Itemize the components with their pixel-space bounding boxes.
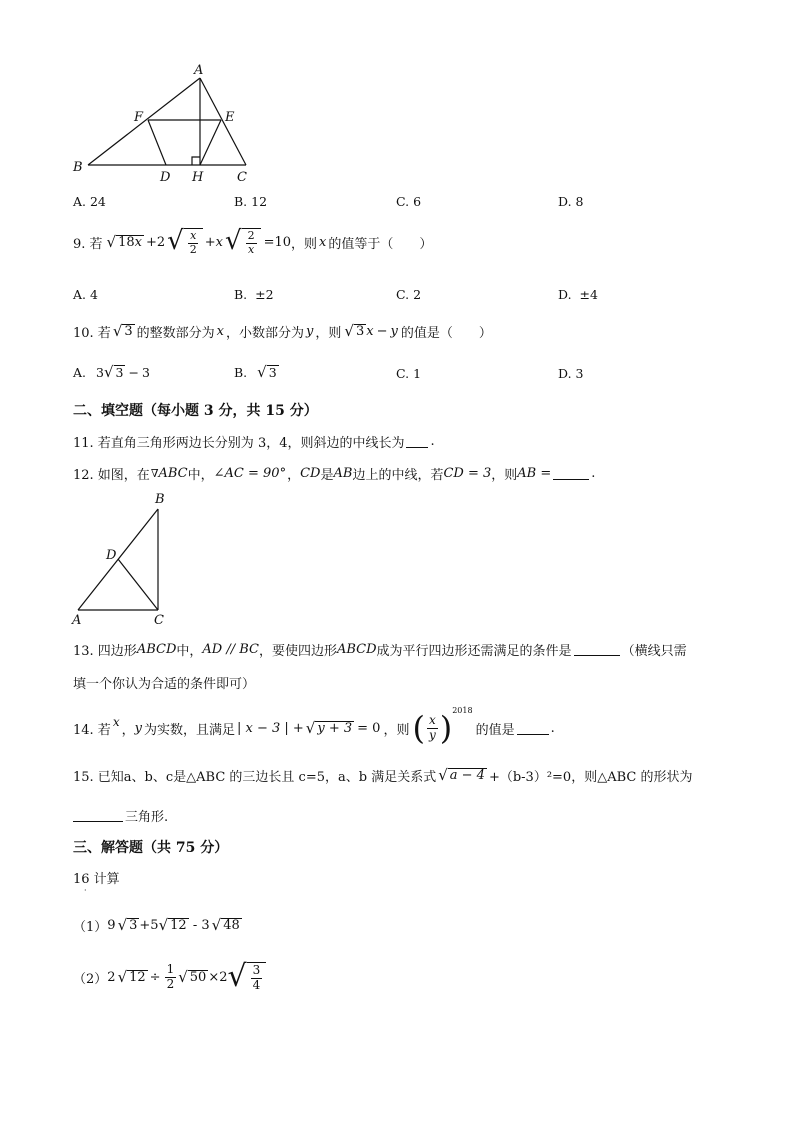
q16-p2-sqrt3: √ $\frac{3}{4}$ [228, 962, 267, 993]
q16-p1-b: 3 [129, 918, 138, 933]
q16-p2-d: 50 [189, 969, 207, 985]
q16-part-2 [73, 954, 266, 1000]
q11-end: . [430, 434, 435, 449]
q10-option-a-expr: 3 √ 3 − 3 [96, 363, 150, 381]
q16-p2-fd: 4 [252, 977, 261, 992]
q16-p1-sqrt2: √ 12 [158, 916, 187, 934]
q10-mid2: ，小数部分为 [226, 326, 305, 341]
q16-p2-a: 2 [107, 969, 116, 985]
q16-p2-fn: 3 [252, 962, 261, 977]
q11-text: 11. 若直角三角形两边长分别为 3，4，则斜边的中线长为 [73, 436, 405, 451]
q10-var-x: x [216, 324, 225, 339]
q15-t2: +（b-3）²=0，则△ABC 的形状为 [488, 770, 693, 785]
q10-mid3: ，则 [315, 326, 342, 341]
q14-expr1: | x − 3 | + [236, 720, 304, 736]
q10-option-b-label: B. [234, 365, 248, 380]
section-2-title: 二、填空题（每小题 3 分，共 15 分） [73, 403, 318, 419]
q10-option-a [73, 365, 150, 380]
q10-tail: 的值是（ ） [400, 326, 492, 341]
fig2-label-A: A [72, 613, 82, 628]
q9-suffix: ，则 [291, 236, 318, 252]
q10-var-y: y [306, 324, 314, 339]
q12-t7: 是 [320, 468, 334, 483]
q16-p2-b: 12 [129, 969, 146, 985]
figure-triangle-abc [70, 58, 260, 188]
q12-t1: 12. 如图，在 [73, 468, 150, 483]
q12-t3: 中， [187, 468, 214, 483]
q14-answer-blank[interactable] [517, 722, 549, 735]
q10-mid1: 的整数部分为 [136, 326, 215, 341]
q9-tail: 的值等于（ ） [328, 236, 433, 252]
label-E: E [225, 110, 235, 125]
q15-t1: 15. 已知a、b、c是△ABC 的三边长且 c=5，a、b 满足关系式 [73, 770, 437, 785]
q12-t8: AB [333, 466, 353, 481]
q12-end: . [591, 466, 596, 481]
q16-p1-sqrt3: √ 48 [211, 916, 240, 934]
q14-exponent: 2018 [452, 705, 473, 715]
q10-option-d: D. 3 [558, 366, 584, 381]
q16-dot: · [84, 886, 87, 895]
q14-t3: 为实数，且满足 [143, 722, 235, 738]
q12-t2: ABC [158, 466, 188, 481]
q8-option-d: D. 8 [558, 194, 584, 209]
question-13 [73, 640, 687, 659]
label-F: F [134, 110, 144, 125]
q14-x: x [112, 715, 120, 729]
q14-end: . [550, 720, 555, 736]
q16-part-1 [73, 916, 242, 935]
q16-p2-label: （2） [73, 971, 108, 987]
q16-p2-c: ÷ [149, 969, 161, 985]
q12-t6: CD [300, 466, 321, 481]
q12-t5: ， [287, 468, 301, 483]
label-C: C [237, 170, 247, 185]
q9-var: x [319, 234, 327, 250]
fig2-label-D: D [106, 548, 117, 563]
q13-line1d: AD // BC [202, 642, 259, 657]
label-A: A [194, 63, 204, 78]
q12-t10: CD = 3 [443, 466, 492, 481]
q10-option-b [234, 365, 279, 380]
q12-t11: ，则 [491, 468, 518, 483]
q12-t4: ∠AC = 90° [213, 466, 287, 481]
question-10 [73, 322, 492, 341]
q10-expression: √ 3 x − y [344, 322, 398, 340]
q10-sqrt3: √ 3 [112, 322, 133, 340]
question-15 [73, 766, 692, 785]
question-11 [73, 432, 435, 451]
question-14 [73, 705, 555, 748]
q13-line1g: 成为平行四边形还需满足的条件是 [376, 644, 572, 659]
q14-power: ( $\frac{x}{y}$ ) 2018 [412, 705, 473, 747]
fig2-label-C: C [154, 613, 164, 628]
q10-option-c: C. 1 [396, 366, 422, 381]
q15-answer-blank[interactable] [73, 809, 123, 822]
q15-sqrt: √ a − 4 [438, 766, 485, 784]
q14-t5: 的值是 [475, 722, 515, 738]
q10-prefix: 10. 若 [73, 326, 111, 341]
q16-p1-label: （1） [73, 920, 108, 935]
q9-option-d: D. ±4 [558, 287, 598, 302]
q16-p1-sqrt1: √ 3 [117, 916, 138, 934]
q16-p1-d: 12 [170, 918, 187, 933]
q14-t2: ， [121, 722, 135, 738]
label-H: H [192, 170, 204, 185]
q12-answer-blank[interactable] [553, 467, 589, 480]
q11-answer-blank[interactable] [406, 435, 428, 448]
question-16-title: 16 计算 [73, 872, 120, 887]
q8-option-a: A. 24 [73, 194, 106, 209]
q13-line1c: 中， [176, 644, 203, 659]
q16-p1-a: 9 [107, 918, 116, 933]
q16-p2-sqrt1: √ 12 [117, 967, 146, 986]
q13-line1f: ABCD [336, 642, 377, 657]
label-D: D [160, 170, 171, 185]
question-15-line2 [73, 806, 168, 825]
q15-line2: 三角形. [125, 810, 169, 825]
section-3-title: 三、解答题（共 75 分） [73, 840, 229, 856]
q13-line1e: ，要使四边形 [258, 644, 337, 659]
q9-option-c: C. 2 [396, 287, 422, 302]
q10-option-b-expr: √ 3 [257, 363, 277, 381]
q14-sqrt: √ y + 3 [305, 718, 353, 737]
question-12 [73, 464, 595, 483]
q13-answer-blank[interactable] [574, 643, 620, 656]
q10-option-a-label: A. [73, 365, 87, 380]
q16-p2-sqrt2: √ 50 [178, 967, 207, 986]
label-B: B [73, 160, 83, 175]
question-9 [73, 228, 432, 256]
q16-p1-e: - 3 [188, 918, 210, 933]
q8-option-b: B. 12 [234, 194, 268, 209]
q16-p1-f: 48 [223, 918, 240, 933]
question-13-line2: 填一个你认为合适的条件即可） [73, 677, 256, 692]
q14-expr2: y + 3 [317, 720, 353, 736]
q12-t12: AB = [517, 466, 552, 481]
q8-option-c: C. 6 [396, 194, 422, 209]
q16-p2-den: 2 [166, 976, 175, 991]
q9-equation: √ 18x +2 √ $\frac{x}{2}$ +x √ $\frac{2}{x}$ =10 [106, 226, 292, 256]
q16-p2-e: ×2 [208, 969, 228, 985]
q16-p1-c: +5 [139, 918, 159, 933]
q9-option-b: B. ±2 [234, 287, 274, 302]
q12-t9: 边上的中线，若 [352, 468, 444, 483]
q14-t1: 14. 若 [73, 722, 111, 738]
q14-t4: ，则 [383, 722, 410, 738]
q14-y: y [134, 720, 142, 736]
figure-right-triangle [68, 490, 178, 630]
q16-p2-frac [165, 963, 177, 992]
q16-p2-num: 1 [166, 961, 175, 976]
q13-line1h: （横线只需 [621, 644, 687, 659]
q14-expr3: = 0 [357, 720, 381, 736]
q13-line1a: 13. 四边形 [73, 644, 137, 659]
q13-line1b: ABCD [136, 642, 177, 657]
q9-option-a: A. 4 [73, 287, 98, 302]
fig2-label-B: B [155, 492, 165, 507]
q12-triangle-symbol: ∇ [150, 467, 159, 480]
q9-prefix: 9. 若 [73, 236, 103, 252]
q15-radicand: a − 4 [449, 768, 485, 783]
